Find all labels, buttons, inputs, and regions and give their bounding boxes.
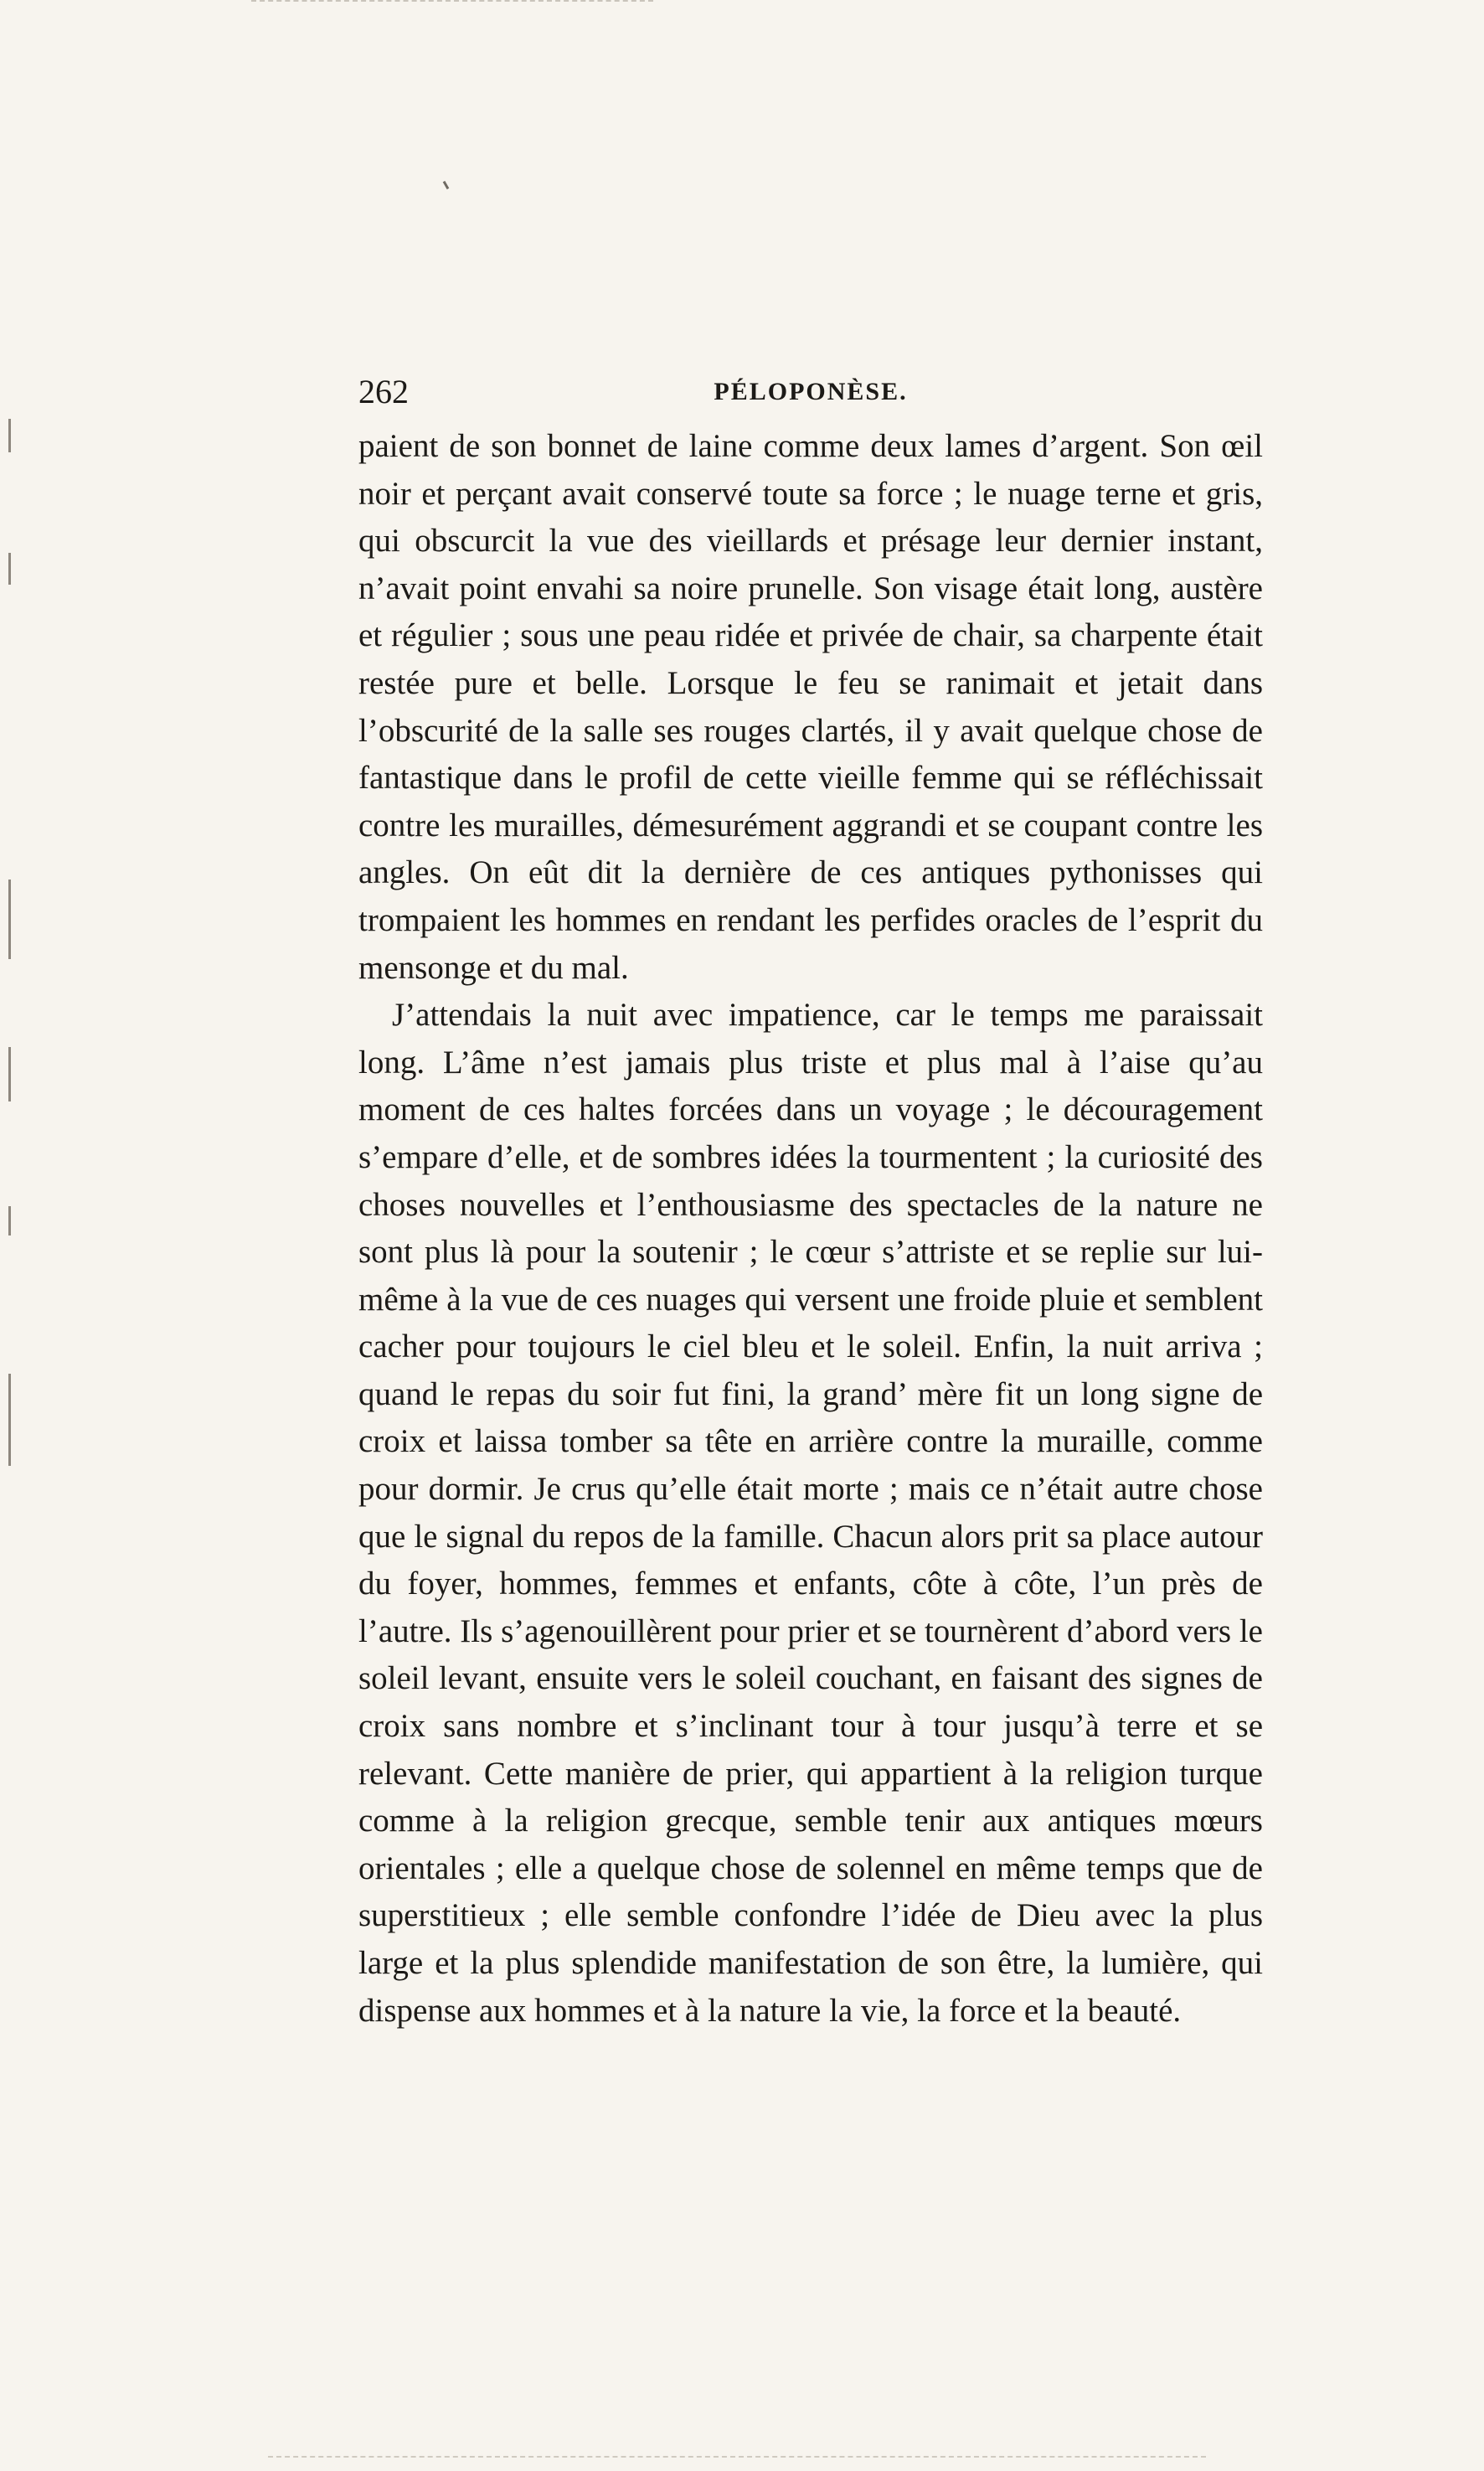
scan-speck xyxy=(443,181,450,189)
running-title: PÉLOPONÈSE. xyxy=(714,378,908,405)
margin-mark xyxy=(8,880,11,959)
paragraph-2: J’attendais la nuit avec impatience, car le temps me paraissait long. L’âme n’est jamais plus triste et plus mal à l’aise qu’au moment de ces haltes forcées dans un voyage ; le découragement s’empare d’elle, et de sombres idées la tourmentent ; la curiosité des choses nouvelles et l’enthousiasme des spectacles de la nature ne sont plus là pour la soutenir ; le cœur s’attriste et se replie sur lui-même à la vue de ces nuages qui versent une froide pluie et semblent cacher pour toujours le ciel bleu et le soleil. Enfin, la nuit arriva ; quand le repas du soir fut fini, la grand’ mère fit un long signe de croix et laissa tomber sa tête en arrière contre la muraille, comme pour dormir. Je crus qu’elle était morte ; mais ce n’était autre chose que le signal du repos de la famille. Chacun alors prit sa place autour du foyer, hommes, femmes et enfants, côte à côte, l’un près de l’autre. Ils s’agenouillèrent pour prier et se tournèrent d’abord vers le soleil levant, ensuite vers le soleil couchant, en faisant des signes de croix sans nombre et s’inclinant tour à tour jusqu’à terre et se relevant. Cette manière de prier, qui appartient à la religion turque comme à la religion grecque, semble tenir aux antiques mœurs orientales ; elle a quelque chose de solennel en même temps que de superstitieux ; elle semble confondre l’idée de Dieu avec la plus large et la plus splendide manifestation de son être, la lumière, qui dispense aux hommes et à la nature la vie, la force et la beauté. xyxy=(358,997,1263,2029)
running-head xyxy=(358,369,1263,415)
margin-mark xyxy=(8,1047,11,1101)
body-text xyxy=(358,423,1263,2035)
margin-mark xyxy=(8,419,11,452)
scan-edge-bottom xyxy=(268,2456,1206,2463)
scan-edge-top xyxy=(251,0,653,7)
page-number: 262 xyxy=(358,373,409,410)
margin-mark xyxy=(8,1206,11,1236)
margin-mark xyxy=(8,553,11,585)
paragraph-1: paient de son bonnet de laine comme deux lames d’argent. Son œil noir et perçant avait conservé toute sa force ; le nuage terne et gris, qui obscurcit la vue des vieillards et présage leur dernier instant, n’avait point envahi sa noire prunelle. Son visage était long, austère et régulier ; sous une peau ridée et privée de chair, sa charpente était restée pure et belle. Lorsque le feu se ranimait et jetait dans l’obscurité de la salle ses rouges clartés, il y avait quelque chose de fantastique dans le profil de cette vieille femme qui se réfléchissait contre les murailles, démesurément aggrandi et se coupant contre les angles. On eût dit la dernière de ces antiques pythonisses qui trompaient les hommes en rendant les perfides oracles de l’esprit du mensonge et du mal. xyxy=(358,428,1263,986)
margin-mark xyxy=(8,1374,11,1466)
